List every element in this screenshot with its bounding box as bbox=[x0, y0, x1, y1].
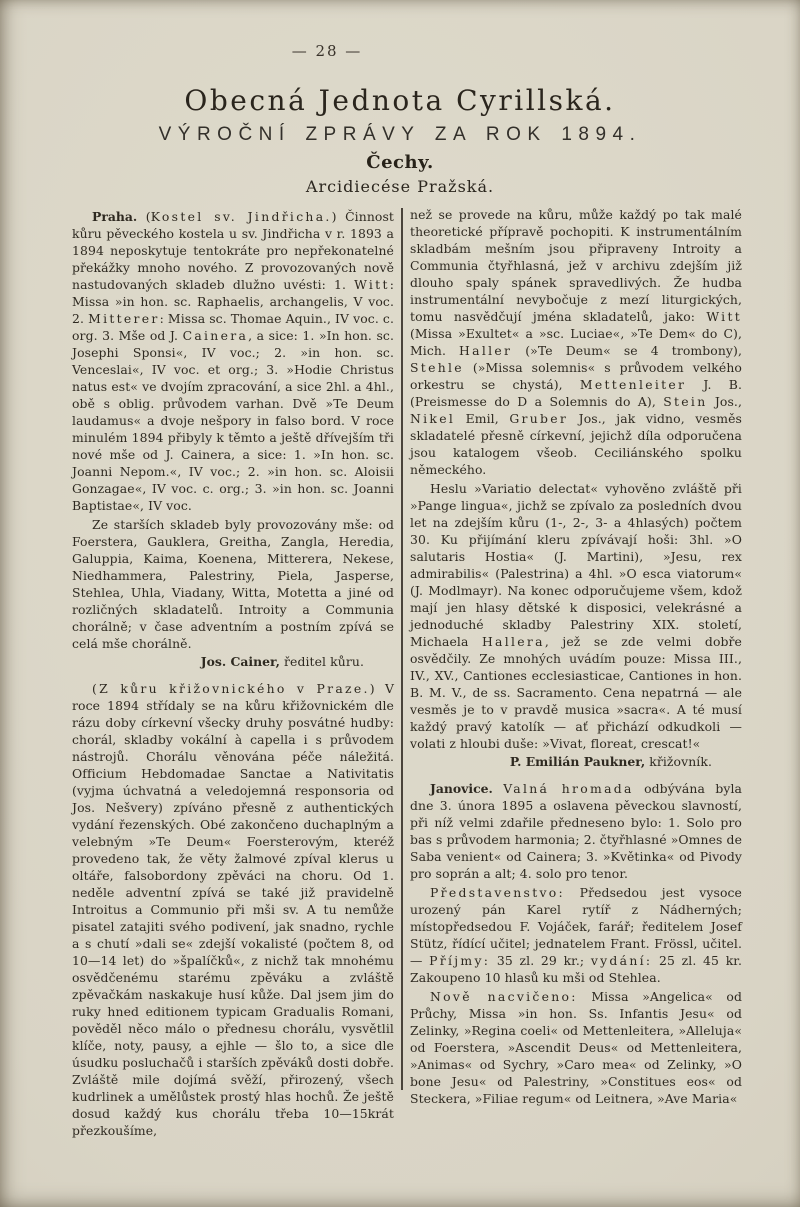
text-segment: Haller bbox=[459, 343, 513, 358]
column-divider-rule bbox=[401, 208, 403, 1090]
paragraph bbox=[410, 206, 742, 478]
text-segment: Gruber bbox=[509, 411, 569, 426]
paragraph bbox=[72, 680, 394, 1139]
text-segment: P. Emilián Paukner, bbox=[509, 754, 646, 769]
text-segment: (Missa »Exultet« a »sc. Luciae«, »Te Dem« do C), Mich. bbox=[410, 326, 742, 358]
paragraph bbox=[72, 208, 394, 514]
text-segment: , a sice: 1. »In hon. sc. Josephi Sponsi«, IV voc.; 2. »in hon. sc. Venceslai«, IV voc. et org.; 3. »Hodie Christus natus est« ve dvojím zpracování, a sice 2hl. a 4hl., obě s oblig. průvodem varhan. Dvě »Te Deum laudamus« a dvoje nešpory in falso bord. V roce minulém 1894 přibyly k těmto a ještě dřívejším tři nové mše od J. Cainera, a sice: 1. »In hon. sc. Joanni Nepom.«, IV voc.; 2. »in hon. sc. Aloisii Gonzagae«, IV voc. c. org.; 3. »in hon. sc. Joanni Baptistae«, IV voc. bbox=[72, 328, 394, 513]
text-segment: Emil, bbox=[455, 411, 510, 426]
text-segment: ) Činnost kůru pěveckého kostela u sv. Jindřicha v r. 1893 a 1894 neposkytuje tentokráte pro nepřekonatelné překážky mnoho nového. Z provozovaných nově nastudovaných skladeb dlužno uvésti: 1. bbox=[72, 209, 394, 292]
document-title: Obecná Jednota Cyrillská. bbox=[184, 84, 616, 117]
text-segment: Příjmy: bbox=[429, 953, 491, 968]
region-heading: Čechy. bbox=[366, 152, 434, 173]
text-segment: Missa »Angelica« od Průchy, Missa »in hon. Ss. Infantis Jesu« od Zelinky, »Regina coeli« od Mettenleitera, »Alleluja« od Foerstera, »Ascendit Deus« od Mettenleitera, »Animas« od Sychry, »Caro mea« od Zelinky, »O bone Jesu« od Palestriny, »Constitues eos« od Steckera, »Filiae regum« od Leitnera, »Ave Maria« bbox=[410, 989, 742, 1106]
text-segment: Jos., jak vidno, vesměs skladatelé přesně církevní, jejichž díla odporučena jsou katalogem všeob. Ceciliánského spolku německého. bbox=[410, 411, 742, 477]
text-segment: Předsedou jest vysoce urozený pán Karel rytíř z Nádherných; místopředsedou F. Vojáček, farář; ředitelem Josef Stütz, řídící učitel; jednatelem Frant. Frössl, učitel. — bbox=[410, 885, 742, 968]
text-segment: (Z kůru křižovnického v Praze.) bbox=[92, 681, 377, 696]
text-segment: 25 zl. 45 kr. Zakoupeno 10 hlasů ku mši od Stehlea. bbox=[410, 953, 742, 985]
text-segment: Heslu »Variatio delectat« vyhověno zvláště při »Pange lingua«, jichž se zpívalo za posledních dvou let na zdejším kůru (1-, 2-, 3- a 4hlasých) počtem 30. Ku přijímání kleru zpívávají hoši: 3hl. »O salutaris Hostia« (J. Martini), »Jesu, rex admirabilis« (Palestrina) a 4hl. »O esca viatorum« (J. Modlmayr). Na konec odporučujeme všem, kdož mají jen hlasy dětské k disposici, velekrásné a jednoduché skladby Palestriny XIX. století, Michaela bbox=[410, 481, 742, 649]
text-segment: Kostel sv. Jindřicha. bbox=[150, 209, 332, 224]
paragraph bbox=[410, 884, 742, 986]
text-segment: křižovník. bbox=[645, 754, 712, 769]
text-segment: (»Missa solemnis« s průvodem velkého orkestru se chystá), bbox=[410, 360, 742, 392]
text-segment: V roce 1894 střídaly se na kůru křižovnickém dle rázu doby církevní všecky druhy posvátné hudby: chorál, skladby vokální à capella i s průvodem nástrojů. Chorálu věnována péče náležitá. Officium Hebdomadae Sanctae a Nativitatis (vyjma úchvatná a veledojemná responsoria od Jos. Nešvery) zpíváno přesně z authentických vydání řezenských. Obé zakončeno duchaplným a velebným »Te Deum« Foersterovým, kteréž provedeno tak, že věty žalmové zpíval klerus u oltáře, falsobordony zpěváci na choru. Od 1. neděle adventní zpívá se také již pravidelně Introitus a Communio při mši sv. A tu nemůže pisatel zatajiti svého podivení, jak snadno, rychle a s chutí »dali se« zdejší vokalisté (počtem 8, od 10—14 let) do »špalíčků«, z nichž tak mnohému osvědčenému starému zpěváku a zvláště zpěvačkám naskakuje husí kůže. Dal jsem jim do ruky hned editionem typicam Gradualis Romani, pověděl něco málo o přednesu chorálu, vysvětlil klíče, noty, pausy, a ejhle — šlo to, a sice dle úsudku posluchačů i starších zpěváků dosti dobře. Zvláště mile dojímá svěží, přirozený, všech kudrlinek a umělůstek prostý hlas hochů. Že ještě dosud každý kus chorálu třeba 10—15krát přezkoušíme, bbox=[72, 681, 394, 1138]
paragraph bbox=[410, 988, 742, 1107]
text-segment: Cainera bbox=[182, 328, 249, 343]
text-segment: Představenstvo: bbox=[430, 885, 566, 900]
page-number: — 28 — bbox=[291, 42, 363, 60]
text-segment: Stein bbox=[663, 394, 708, 409]
paragraph bbox=[72, 516, 394, 652]
text-segment: Mitterer bbox=[88, 311, 160, 326]
text-segment: Witt bbox=[354, 277, 390, 292]
text-columns bbox=[0, 206, 800, 1139]
text-segment: ředitel kůru. bbox=[279, 654, 364, 669]
text-segment: (»Te Deum« se 4 trombony), bbox=[512, 343, 742, 358]
diocese-heading: Arcidiecése Pražská. bbox=[305, 177, 495, 196]
text-segment: ( bbox=[137, 209, 151, 224]
text-segment: Nikel bbox=[410, 411, 456, 426]
text-segment: Janovice. bbox=[430, 781, 493, 796]
text-segment: Ze starších skladeb byly provozovány mše: od Foerstera, Gauklera, Greitha, Zangla, Heredia, Galuppia, Kaima, Koenena, Mitterera, Nekese, Niedhammera, Palestriny, Piela, Jasperse, Stehlea, Uhla, Viadany, Witta, Motetta a jiné od rozličných skladatelů. Introity a Communia chorálně; v čase adventním a postním zpívá se celá mše chorálně. bbox=[72, 517, 394, 651]
signature-line bbox=[410, 753, 742, 770]
signature-line bbox=[72, 653, 394, 670]
paragraph bbox=[410, 480, 742, 752]
text-segment: : Missa sc. Thomae Aquin., IV voc. c. org. 3. Mše od J. bbox=[72, 311, 394, 343]
text-segment: odbývána byla dne 3. února 1895 a oslavena pěveckou slavností, při níž velmi zdařile předneseno bylo: 1. Solo pro bas s průvodem harmonia; 2. čtyřhlasné »Omnes de Saba venient« od Cainera; 3. »Květinka« od Pivody pro soprán a alt; 4. solo pro tenor. bbox=[410, 781, 742, 881]
text-segment: J. B. (Preismesse do D a Solemnis do A), bbox=[410, 377, 742, 409]
text-segment: Witt bbox=[706, 309, 742, 324]
left-column bbox=[72, 206, 394, 1139]
text-segment: vydání: bbox=[590, 953, 653, 968]
right-column bbox=[410, 206, 742, 1107]
text-segment: Stehle bbox=[410, 360, 464, 375]
text-segment: Hallera bbox=[481, 634, 545, 649]
text-segment: , jež se zde velmi dobře osvědčily. Ze mnohých uvádím pouze: Missa III., IV., XV., Cantiones ecclesiasticae, Cantiones in hon. B. M. V., de ss. Sacramento. Cena nepatrná — ale vesměs je to v pravdě musica »sacra«. A té musí každý pravý katolík — ať přichází odkudkoli — volati z hloubi duše: »Vivat, floreat, crescat!« bbox=[410, 634, 742, 751]
paragraph bbox=[410, 780, 742, 882]
text-segment: Jos. Cainer, bbox=[200, 654, 280, 669]
text-segment: Mettenleiter bbox=[579, 377, 687, 392]
text-segment: : Missa »in hon. sc. Raphaelis, archangelis, V voc. 2. bbox=[72, 277, 394, 326]
text-segment: Jos., bbox=[707, 394, 742, 409]
text-segment bbox=[493, 781, 503, 796]
text-segment: 35 zl. 29 kr.; bbox=[490, 953, 591, 968]
text-segment: než se provede na kůru, může každý po tak malé theoretické přípravě pochopiti. K instrumentálním skladbám mešním jsou připraveny Introity a Communia čtyřhlasná, jež v archivu zdejším již dlouho spaly spánek spravedlivých. Že hudba instrumentální nevybočuje z mezí liturgických, tomu nasvědčují jména skladatelů, jako: bbox=[410, 207, 742, 324]
text-segment: Praha. bbox=[92, 209, 138, 224]
text-segment: Valná hromada bbox=[503, 781, 634, 796]
text-segment: Nově nacvičeno: bbox=[430, 989, 578, 1004]
document-subtitle: VÝROČNÍ ZPRÁVY ZA ROK 1894. bbox=[158, 124, 642, 145]
